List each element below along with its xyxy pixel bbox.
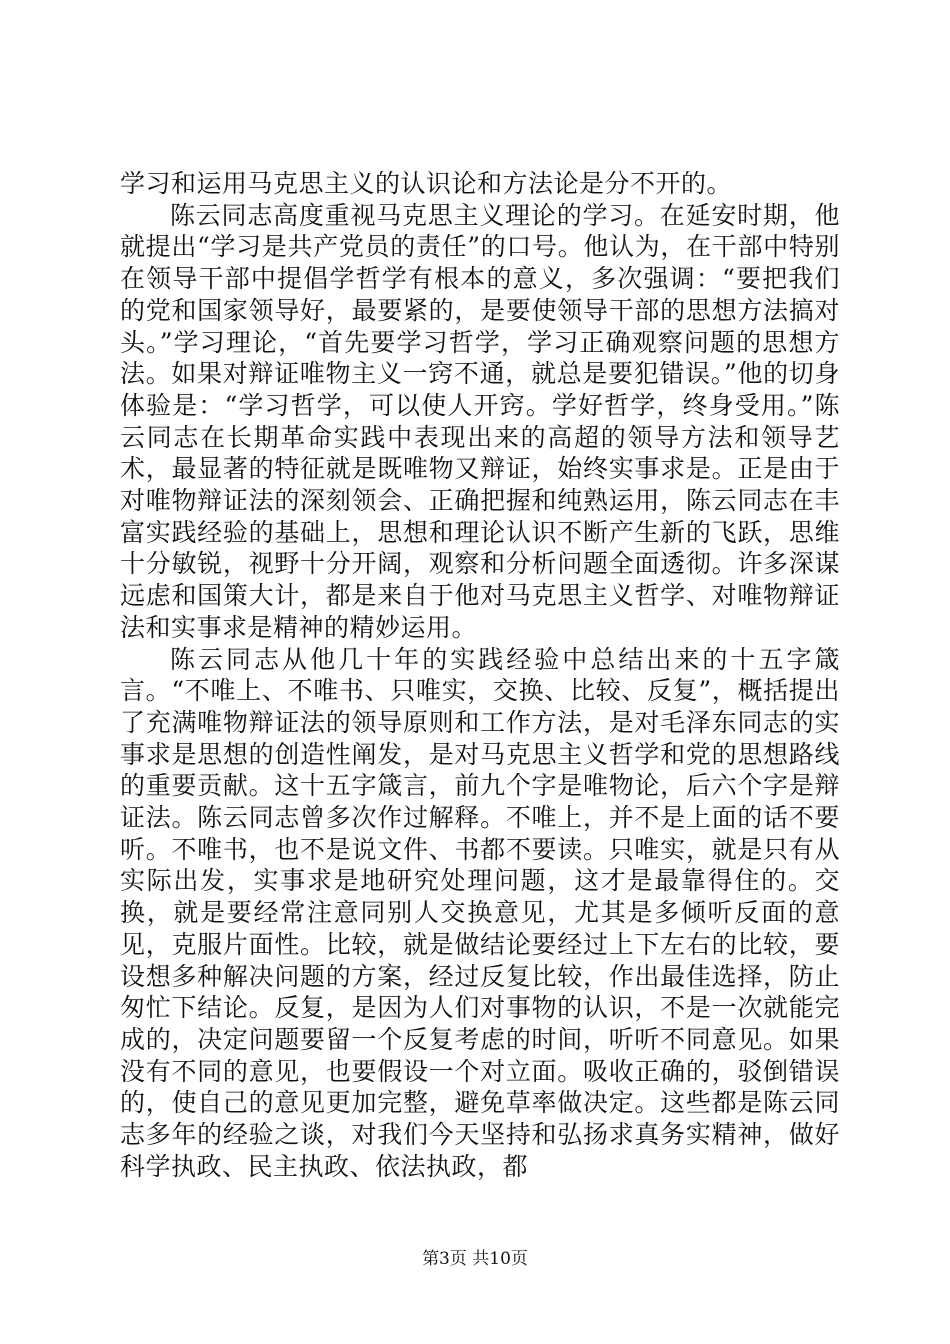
paragraph-continuation: 学习和运用马克思主义的认识论和方法论是分不开的。 [120,169,733,198]
paragraph-theory-study: 陈云同志高度重视马克思主义理论的学习。在延安时期，他就提出“学习是共产党员的责任”的口号。他认为，在干部中特别在领导干部中提倡学哲学有根本的意义，多次强调：“要把我们的党和国家领导好，最要紧的，是要使领导干部的思想方法搞对头。”学习理论，“首先要学习哲学，学习正确观察问题的思想方法。如果对辩证唯物主义一窍不通，就总是要犯错误。”他的切身体验是：“学习哲学，可以使人开窍。学好哲学，终身受用。”陈云同志在长期革命实践中表现出来的高超的领导方法和领导艺术，最显著的特征就是既唯物又辩证，始终实事求是。正是由于对唯物辩证法的深刻领会、正确把握和纯熟运用，陈云同志在丰富实践经验的基础上，思想和理论认识不断产生新的飞跃，思维十分敏锐，视野十分开阔，观察和分析问题全面透彻。许多深谋远虑和国策大计，都是来自于他对马克思主义哲学、对唯物辩证法和实事求是精神的精妙运用。 [120,200,840,642]
page-number-footer: 第3页 共10页 [422,1249,528,1269]
document-body [120,168,840,1183]
paragraph-fifteen-word-motto: 陈云同志从他几十年的实践经验中总结出来的十五字箴言。“不唯上、不唯书、只唯实，交换、比较、反复”，概括提出了充满唯物辩证法的领导原则和工作方法，是对毛泽东同志的实事求是思想的创造性阐发，是对马克思主义哲学和党的思想路线的重要贡献。这十五字箴言，前九个字是唯物论，后六个字是辩证法。陈云同志曾多次作过解释。不唯上，并不是上面的话不要听。不唯书，也不是说文件、书都不要读。只唯实，就是只有从实际出发，实事求是地研究处理问题，这才是最靠得住的。交换，就是要经常注意同别人交换意见，尤其是多倾听反面的意见，克服片面性。比较，就是做结论要经过上下左右的比较，要设想多种解决问题的方案，经过反复比较，作出最佳选择，防止匆忙下结论。反复，是因为人们对事物的认识，不是一次就能完成的，决定问题要留一个反复考虑的时间，听听不同意见。如果没有不同的意见，也要假设一个对立面。吸收正确的，驳倒错误的，使自己的意见更加完整，避免草率做决定。这些都是陈云同志多年的经验之谈，对我们今天坚持和弘扬求真务实精神，做好科学执政、民主执政、依法执政，都 [120,644,840,1181]
